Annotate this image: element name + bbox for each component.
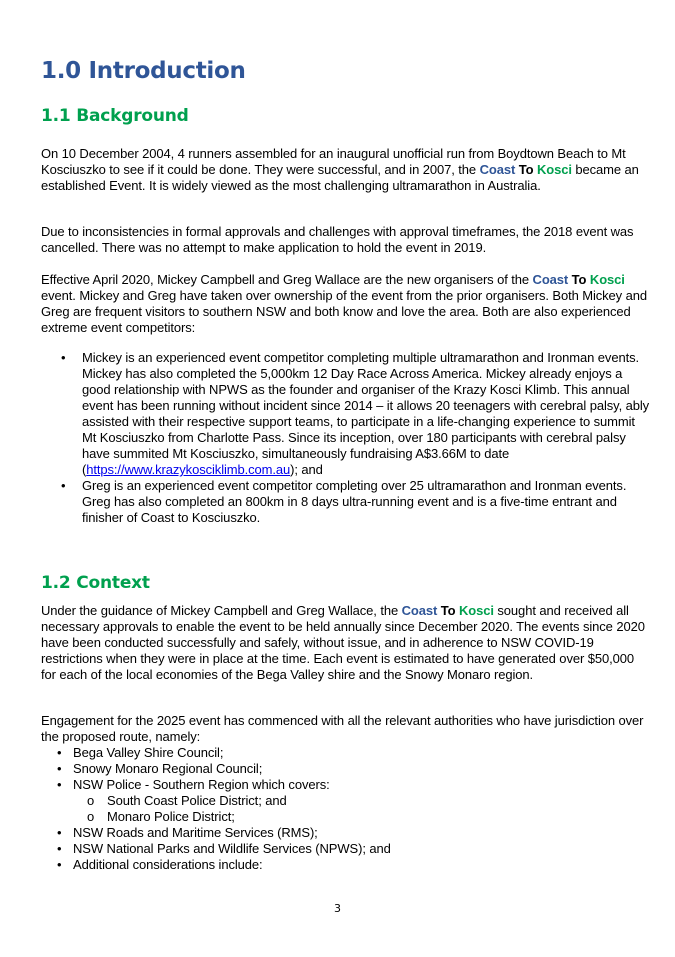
brand-coast: Coast (532, 272, 569, 287)
list-item-text: NSW National Parks and Wildlife Services (NPWS); and (73, 841, 391, 856)
brand-coast: Coast (401, 603, 438, 618)
list-item-text: Additional considerations include: (73, 857, 263, 872)
sub-list-item-text: South Coast Police District; and (107, 793, 287, 808)
background-paragraph-3 (41, 272, 651, 336)
brand-kosci: Kosci (458, 603, 494, 618)
ctx-p1-text-post: sought and received all necessary approvals to enable the event to be held annually since December 2020. The events since 2020 have been conducted successfully and safely, without issue, and in adherence to NSW COVID-19 restrictions when they were in place at the time. Each event is estimated to have generated over $50,000 for each of the local economies of the Bega Valley shire and the Snowy Monaro region. (41, 603, 645, 682)
brand-to: To (571, 272, 587, 287)
heading-introduction: 1.0 Introduction (41, 58, 246, 84)
bg-p1-text-pre: On 10 December 2004, 4 runners assembled for an inaugural unofficial run from Boydtown Beach to Mt Kosciuszko to see if it could be done. They were successful, and in 2007, the (41, 146, 626, 177)
ctx-p1-text-pre: Under the guidance of Mickey Campbell and Greg Wallace, the (41, 603, 402, 618)
list-item (57, 857, 647, 873)
brand-kosci: Kosci (536, 162, 572, 177)
police-district-sub-list (57, 793, 647, 825)
context-paragraph-2: Engagement for the 2025 event has commenced with all the relevant authorities who have jurisdiction over the proposed route, namely: (41, 713, 644, 744)
list-item-text: Snowy Monaro Regional Council; (73, 761, 263, 776)
context-paragraph-1 (41, 603, 651, 683)
krazy-kosci-klimb-link[interactable]: https://www.krazykosciklimb.com.au (86, 462, 291, 477)
mickey-text-pre: Mickey is an experienced event competitor completing multiple ultramarathon and Ironman events. Mickey has also completed the 5,000km 12 Day Race Across America. Mickey already enjoys a good relationship with NPWS as the founder and organiser of the Krazy Kosci Klimb. This annual event has been running without incident since 2014 – it allows 20 teenagers with cerebral palsy, ably assisted with their respective support teams, to participate in a life-changing experience to summit Mt Kosciuszko from Charlotte Pass. Since its inception, over 180 participants with cerebral palsy have summited Mt Kosciuszko, simultaneously fundraising A$3.66M to date ( (82, 350, 650, 477)
page-number: 3 (334, 902, 341, 915)
bullet-icon: • (61, 350, 66, 365)
sub-list-item (57, 809, 647, 825)
bullet-icon: • (57, 777, 62, 792)
bg-p3-text-post: event. Mickey and Greg have taken over ownership of the event from the prior organisers. Both Mickey and Greg are frequent visitors to southern NSW and both know and love the area. Both are also experienced extreme event competitors: (41, 288, 647, 335)
bg-p3-text-pre: Effective April 2020, Mickey Campbell and Greg Wallace are the new organisers of the (41, 272, 533, 287)
sub-bullet-icon: o (87, 793, 95, 808)
background-paragraph-2: Due to inconsistencies in formal approvals and challenges with approval timeframes, the 2018 event was cancelled. There was no attempt to make application to hold the event in 2019. (41, 224, 634, 255)
background-paragraph-1 (41, 146, 651, 194)
brand-to: To (440, 603, 456, 618)
sub-list-item-text: Monaro Police District; (107, 809, 235, 824)
brand-kosci: Kosci (589, 272, 625, 287)
brand-to: To (518, 162, 534, 177)
sub-list-item (57, 793, 647, 809)
bullet-icon: • (57, 857, 62, 872)
heading-background: 1.1 Background (41, 106, 189, 126)
list-item-sub-container (57, 793, 647, 825)
greg-text: Greg is an experienced event competitor completing over 25 ultramarathon and Ironman events. Greg has also completed an 800km in 8 days ultra-running event and is a five-time entrant and finisher of Coast to Kosciuszko. (82, 478, 627, 525)
mickey-text-post: ); and (290, 462, 323, 477)
organiser-bullet-list (61, 350, 651, 526)
list-item (57, 825, 647, 841)
heading-context: 1.2 Context (41, 573, 150, 593)
list-item-text: Bega Valley Shire Council; (73, 745, 224, 760)
list-item (57, 841, 647, 857)
sub-bullet-icon: o (87, 809, 95, 824)
list-item-mickey (61, 350, 651, 478)
list-item-text: NSW Roads and Maritime Services (RMS); (73, 825, 318, 840)
list-item-text: NSW Police - Southern Region which covers: (73, 777, 330, 792)
bullet-icon: • (57, 761, 62, 776)
list-item (57, 761, 647, 777)
list-item (57, 777, 647, 793)
bullet-icon: • (57, 745, 62, 760)
bullet-icon: • (57, 825, 62, 840)
authority-bullet-list (57, 745, 647, 873)
bullet-icon: • (61, 478, 66, 493)
list-item (57, 745, 647, 761)
list-item-greg (61, 478, 651, 526)
bg-p1-text-post: became an established Event. It is widely viewed as the most challenging ultramarathon in Australia. (41, 162, 639, 193)
bullet-icon: • (57, 841, 62, 856)
brand-coast: Coast (479, 162, 516, 177)
